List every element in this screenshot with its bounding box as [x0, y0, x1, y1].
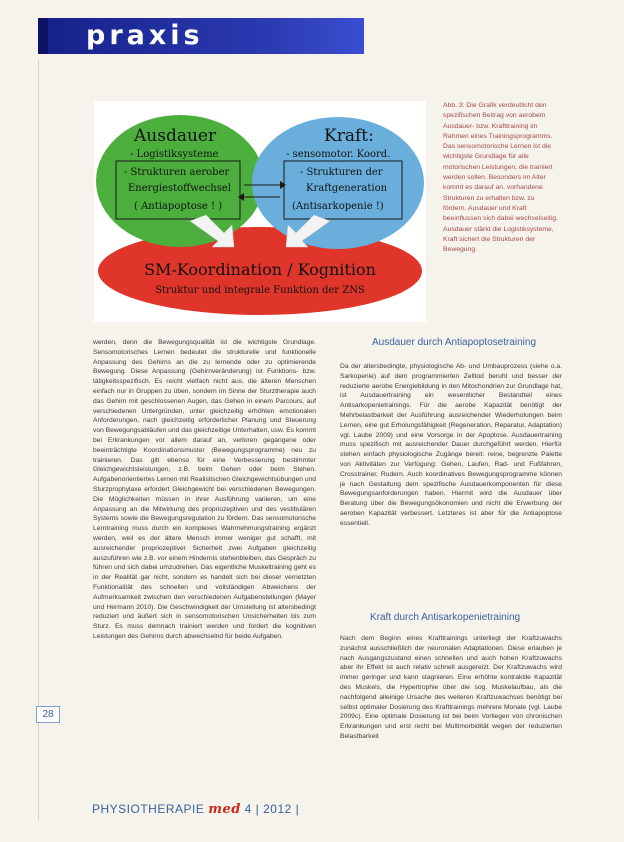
diagram-figure: [94, 101, 426, 322]
ausdauer-title: Ausdauer: [134, 126, 217, 146]
ausdauer-box-line1: - Strukturen aerober: [124, 167, 230, 178]
body-text-left: werden, denn die Bewegungsqualität ist die wichtigste Grundlage. Sensomotorisches Lernen bedeutet die strukturelle und funktionelle Anpassung des Gehirns an die zu lernende oder zu optimierende Bewegung. Diese Anpassung (Gehirnveränderung) ist Funktions- bzw. tätigkeitsspezifisch. Es reicht vielfach nicht aus, die älteren Menschen einfach nur in Gruppen zu üben, sondern im Sinne der Sturztherapie auch das Gehirn mit geschlossenen Augen, das Gehen in einem Parcours, auf verschiedenen Untergründen, unter gleichzeitig erhöhten emotionalen Anforderungen, nach gleichzeitig erforderlicher Planung und Steuerung von Bewegungsabläufen und das gleichzeitige Unterhalten, usw. Es kommt bei Erkrankungen vor allem darauf an, verloren gegangene oder beeinträchtigte Koordinationsmuster (Bewegungsprogramme) neu zu trainieren. Das gilt ebenso für eine Verbesserung bestimmter Gleichgewichtsleistungen, z.B. beim Gehen oder beim Stehen. Aufgabenorientiertes Lernen mit Realistischen Gleichgewichtsübungen und Sturzprophylaxe erfordert Gleichgewicht bei verschiedenen Bewegungen. Die Möglichkeiten müssen in ihrer Ausführung variieren, um eine Anpassung an die Mitwirkung des propriozeptiven und des vestibulären Systems sowie die Bewegungsregulation zu fördern. Das sensomotorische Lerntraining muss durch ein komplexes Wahrnehmungstraining ergänzt werden, weil es der ältere Mensch immer weniger gut schafft, mit ausreichender propriozeptiver Sicherheit zwei Aufgaben gleichzeitig auszuführen wie z.B. vor einem Hindernis stehenbleiben, das Gespräch zu führen und sich dabei umzudrehen. Das eigentliche Muskeltraining geht es in der Realität gar nicht, sondern es handelt sich bei dieser vernetzten Funktionalität des schnellen und vollständigen Abweichens der Aufmerksamkeit zwischen den verschiedenen Aufgabenstellungen (Mayer und Hermann 2010). Die Geschwindigkeit der Umstellung ist altersbedingt reduziert und äußert sich in sensomotorischen Unsicherheiten bis zum Sturz. Es muss demnach trainiert werden und fordert die kognitiven Leistungen des Gehirns durch abwechselnd für beide Aufgaben.: [93, 339, 316, 640]
kraft-box-line2: Kraftgeneration: [306, 183, 388, 194]
page-number: 28: [36, 706, 60, 723]
koordination-subtitle: Struktur und integrale Funktion der ZNS: [155, 285, 365, 296]
heading-ausdauer: Ausdauer durch Antiapoptosetraining: [372, 337, 537, 348]
section-title: praxis: [86, 20, 204, 51]
koordination-title: SM-Koordination / Kognition: [144, 260, 376, 279]
ausdauer-box-line3: ( Antiapoptose ! ): [134, 201, 223, 212]
ausdauer-box-line2: Energiestoffwechsel: [128, 183, 231, 194]
heading-kraft: Kraft durch Antisarkopenietraining: [370, 612, 521, 623]
footer-issue: 4 | 2012 |: [244, 802, 300, 816]
footer-med: med: [208, 802, 241, 817]
ausdauer-line1: - Logistiksysteme: [130, 149, 219, 160]
header-accent: [38, 18, 48, 54]
body-text-kraft: Nach dem Beginn eines Krafttrainings unterliegt der Kraftzuwachs zunächst ausschließlich der neuronalen Adaptationen. Diese erlauben je nach Ausgangszustand einen schnellen und auch hohen Kraftzuwachs aber ihr Effekt ist auch relativ schnell ausgereizt. Der Kraftzuwachs wird immer geringer und kann stagnieren. Eine erhöhte kontraktile Kapazität des Muskels, die Hypertrophie über die sog. Muskelaufbau, als die nachfolgend alleinige Ursache des weiteren Kraftzuwachses benötigt bei selbst optimaler Dosierung des Krafttrainings mehrere Monate (vgl. Laube 2009c). Eine optimale Dosierung ist bei beim Vorliegen von chronischen Erkrankungen und erst recht bei Multimorbidität wegen der reduzierten Belastbarkeit: [340, 635, 562, 740]
kraft-box-line1: - Strukturen der: [300, 167, 383, 178]
footer-brand: PHYSIOTHERAPIE: [92, 802, 205, 816]
footer: [92, 802, 299, 817]
figure-caption: Abb. 3: Die Grafik verdeutlicht den spezifischen Beitrag von aerobem Ausdauer- bzw. Krafttraining im Rahmen eines Trainingsprogramms. Das sensomotorische Lernen ist die wichtigste Grundlage für alle motorischen Leistungen, die trainiert werden sollen. Besonders im Alter kommt es darauf an, vorhandene Strukturen zu erhalten bzw. zu fördern. Ausdauer und Kraft beeinflussen sich dabei wechselseitig. Ausdauer stärkt die Logistiksysteme, Kraft sichert die Strukturen der Bewegung.: [443, 102, 558, 254]
kraft-line1: - sensomotor. Koord.: [286, 149, 391, 160]
kraft-title: Kraft:: [324, 126, 374, 146]
kraft-box-line3: (Antisarkopenie !): [292, 201, 384, 212]
body-text-ausdauer: Da der altersbedingte, physiologische Ab- und Umbauprozess (siehe o.a. Sarkopenie) auf dem programmierten Zelltod beruht und besser der reduzierte aerobe Energiebildung in den Mitochondrien zur Grundlage hat, ist Ausdauertraining ein wesentlicher Bestandteil eines Antisarkopenietrainings. Für die aerobe Kapazität benötigt der Mehrbelastbarkeit der Ausführung ausreichender Wiederholungen beim Lernen, eine gut Erholungsfähigkeit (Regeneration, Reparatur, Adaptation) vgl. Laube 2009) und eine Vorsorge in der Apoptose. Ausdauertraining muss spezifisch mit ausreichender Dauer durchgeführt werden. Hierfür stehen einfach physiologische Zugänge bereit: reine, begrenzte Palette von Aktivitäten zur Verfügung: Gehen, Laufen, Rad- und Fußfahren, Crosstrainer, Rudern. Auch koordinatives Bewegungsprogramme können je nach Gestaltung dem spezifische Ausdauerkomponenten für diese Bewegungsanforderungen haben. Hiermit wird die Ausdauer über Beratung über die Bewegungsökonomien und nicht die Erwerbung der aeroben Kapazität verbessert. Letzteres ist aber für die Antiapoptose essentiell.: [340, 363, 562, 527]
